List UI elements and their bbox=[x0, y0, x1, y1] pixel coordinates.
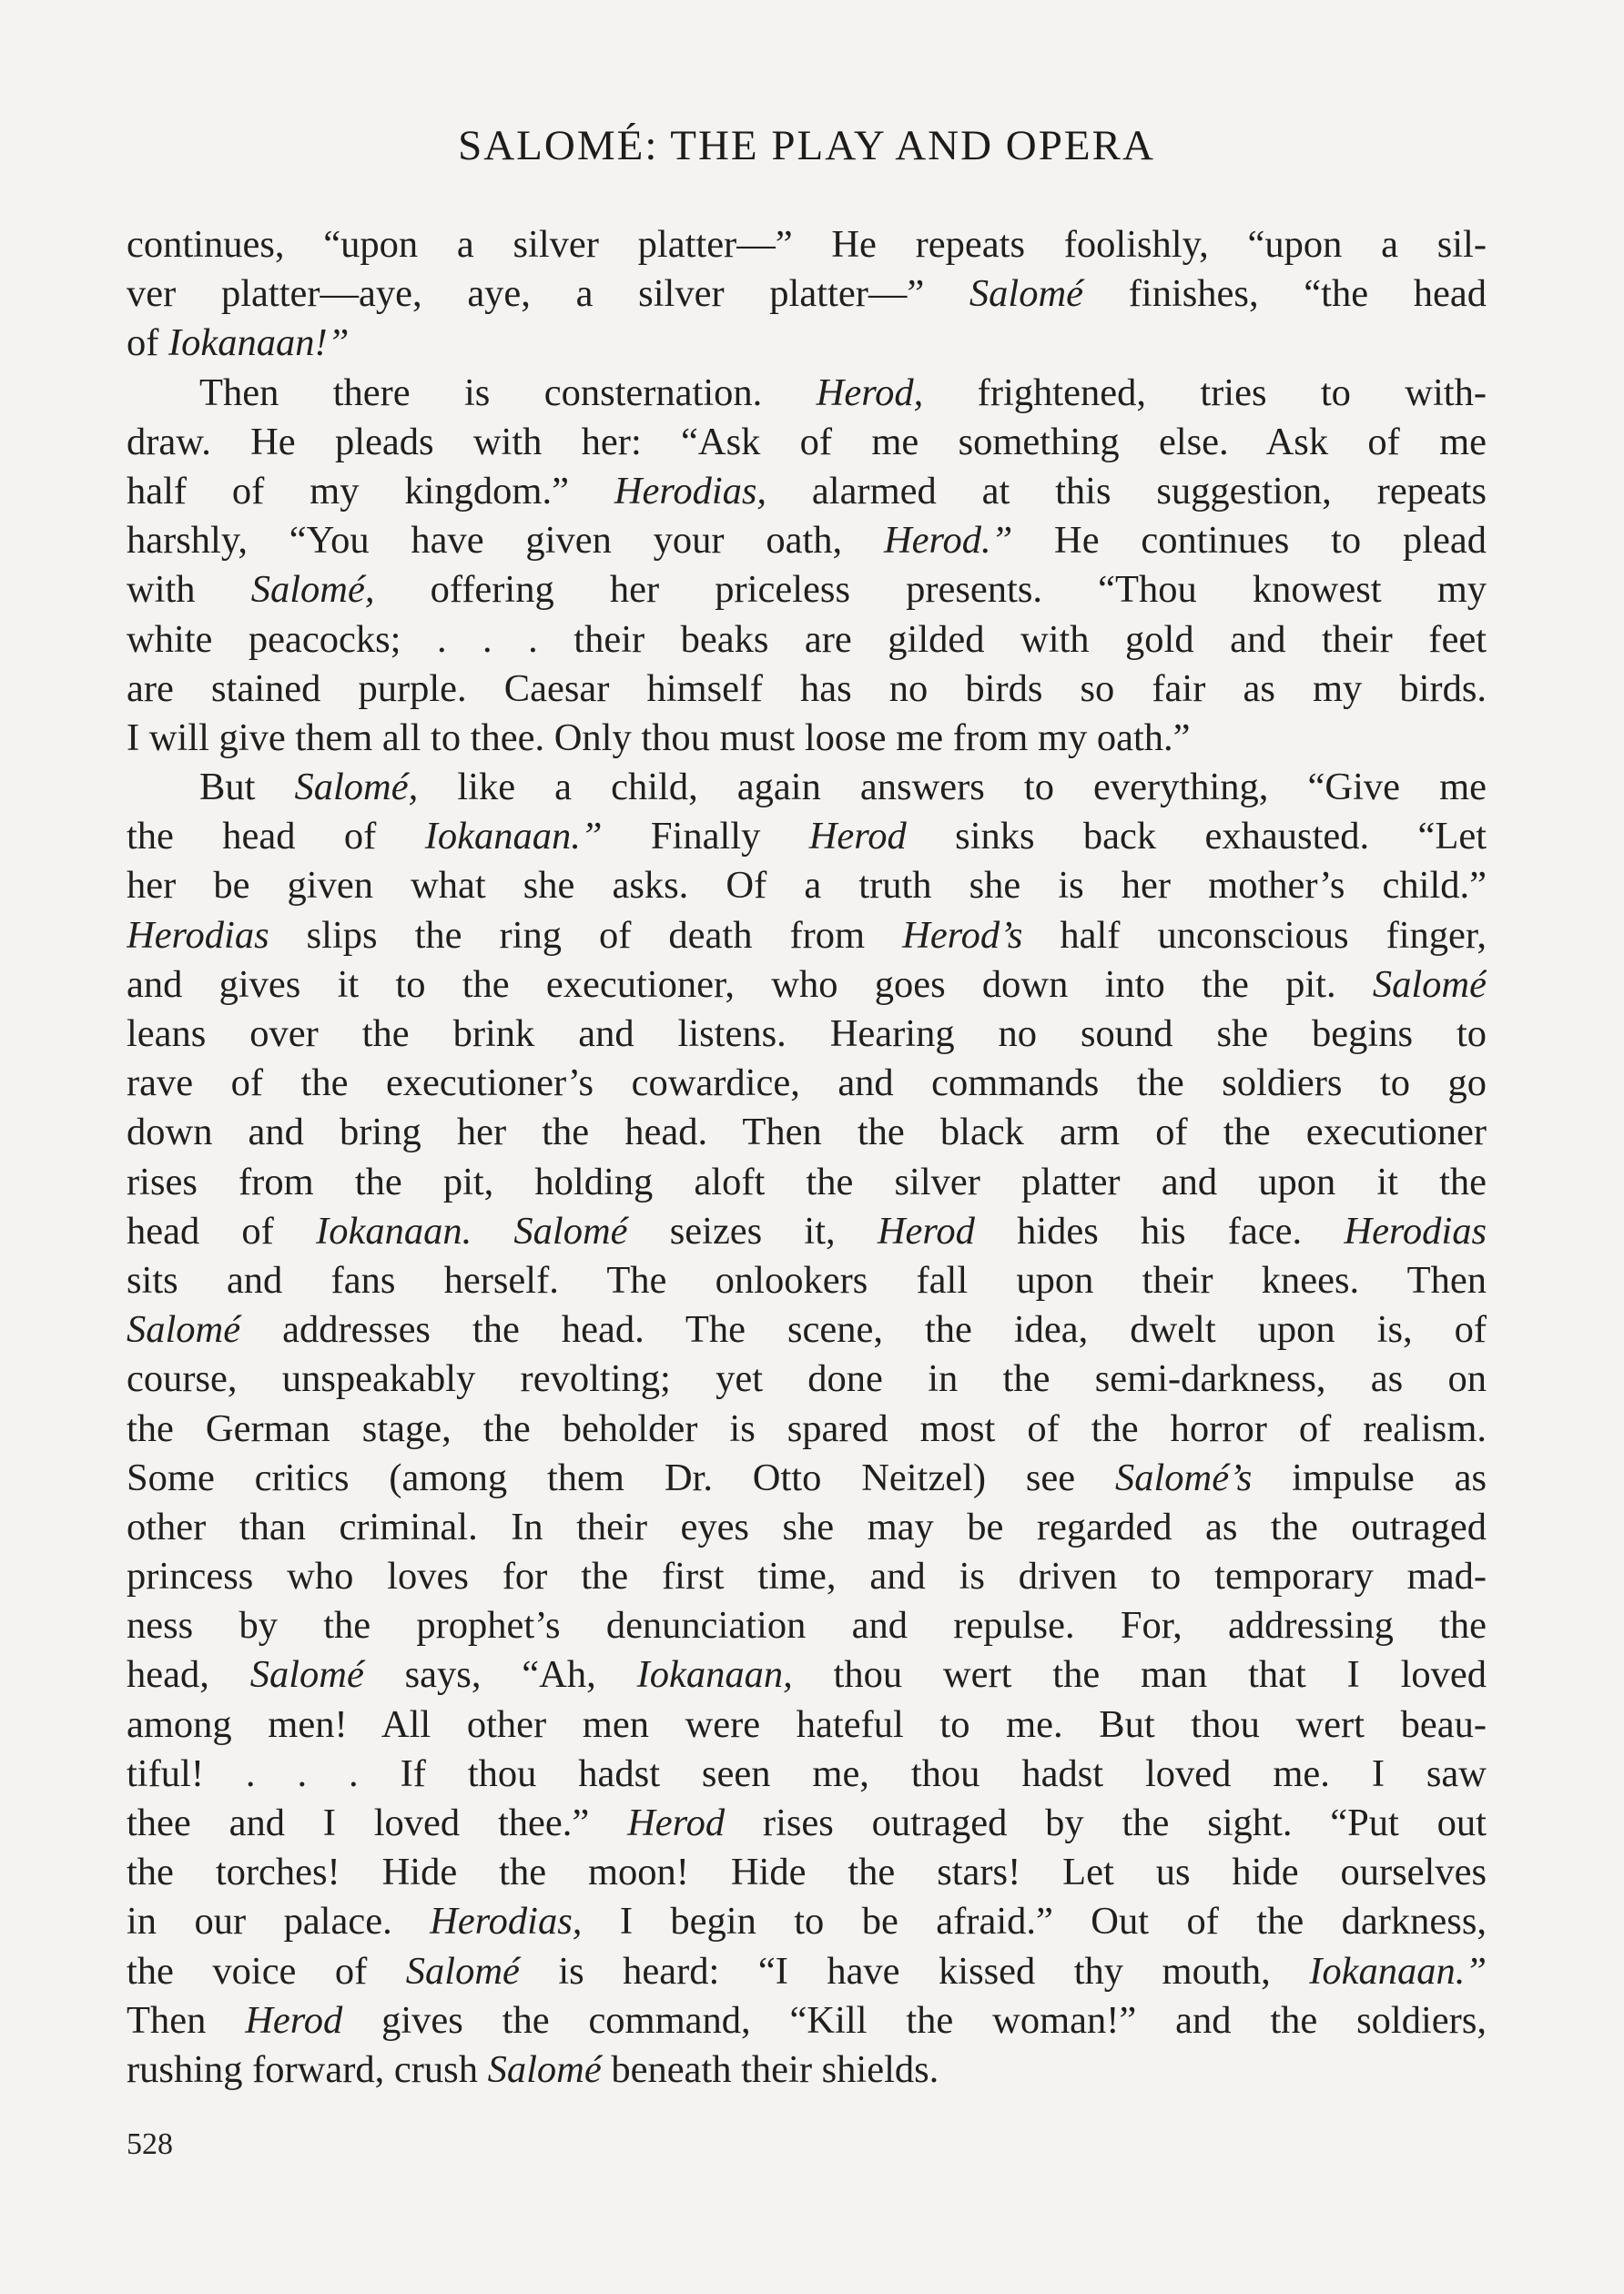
text-line bbox=[127, 1305, 1487, 1355]
italic-name: Salomé bbox=[127, 1308, 241, 1352]
text-run: says, “Ah, bbox=[363, 1653, 637, 1697]
italic-name: Iokanaan. bbox=[316, 1209, 472, 1253]
text-line bbox=[127, 861, 1487, 910]
text-line bbox=[127, 418, 1487, 467]
text-run: down and bring her the head. Then the black arm of the executioner bbox=[127, 1111, 1487, 1154]
text-run: impulse as bbox=[1252, 1456, 1487, 1499]
italic-name: Iokanaan.” bbox=[424, 815, 603, 858]
italic-name: Herod.” bbox=[883, 519, 1013, 563]
text-run: Then there is consternation. bbox=[199, 370, 817, 414]
text-line bbox=[127, 615, 1487, 665]
text-line bbox=[127, 1996, 1487, 2045]
text-run: beneath their shields. bbox=[601, 2047, 939, 2091]
text-line bbox=[127, 1256, 1487, 1305]
text-line bbox=[127, 1897, 1487, 1946]
text-run: the voice of bbox=[127, 1949, 406, 1993]
text-run: finishes, “the head bbox=[1083, 272, 1487, 316]
paragraph bbox=[127, 369, 1487, 764]
text-line bbox=[127, 1207, 1487, 1256]
text-line bbox=[127, 1601, 1487, 1650]
text-line bbox=[127, 269, 1487, 319]
text-line bbox=[127, 1552, 1487, 1601]
text-run: draw. He pleads with her: “Ask of me something else. Ask of me bbox=[127, 420, 1487, 463]
text-line bbox=[127, 2045, 1487, 2095]
text-run: like a child, again answers to everything, “Give me bbox=[418, 766, 1487, 809]
text-run: is heard: “I have kissed thy mouth, bbox=[519, 1949, 1310, 1993]
text-run: are stained purple. Caesar himself has no birds so fair as my birds. bbox=[127, 666, 1487, 710]
text-run: rushing forward, crush bbox=[127, 2047, 488, 2091]
italic-name: Iokanaan, bbox=[636, 1653, 793, 1697]
text-run: tiful! . . . If thou hadst seen me, thou hadst loved me. I saw bbox=[127, 1751, 1487, 1795]
text-line bbox=[127, 1947, 1487, 1996]
text-run: the German stage, the beholder is spared most of the horror of realism. bbox=[127, 1406, 1487, 1450]
text-line bbox=[127, 565, 1487, 614]
italic-name: Salomé bbox=[1372, 962, 1487, 1006]
italic-name: Salomé bbox=[487, 2047, 602, 2091]
text-run: I begin to be afraid.” Out of the darkness, bbox=[582, 1900, 1487, 1944]
text-line bbox=[127, 1700, 1487, 1750]
italic-name: Salomé, bbox=[250, 568, 375, 612]
text-run: continues, “upon a silver platter—” He repeats foolishly, “upon a sil- bbox=[127, 223, 1487, 266]
italic-name: Salomé bbox=[969, 272, 1084, 316]
text-run: Some critics (among them Dr. Otto Neitzel) see bbox=[127, 1456, 1115, 1499]
text-run: rave of the executioner’s cowardice, and commands the soldiers to go bbox=[127, 1061, 1487, 1105]
text-line bbox=[127, 369, 1487, 418]
italic-name: Herodias bbox=[127, 913, 269, 957]
text-run: other than criminal. In their eyes she may be regarded as the outraged bbox=[127, 1505, 1487, 1548]
text-run: head, bbox=[127, 1653, 250, 1697]
paragraph bbox=[127, 220, 1487, 369]
text-line bbox=[127, 911, 1487, 960]
text-run: thee and I loved thee.” bbox=[127, 1802, 628, 1844]
italic-name: Salomé bbox=[249, 1653, 364, 1697]
italic-name: Herodias, bbox=[614, 469, 767, 513]
text-run bbox=[472, 1210, 513, 1253]
paragraph bbox=[127, 763, 1487, 2095]
text-line bbox=[127, 1158, 1487, 1207]
text-run: among men! All other men were hateful to me. But thou wert beau- bbox=[127, 1702, 1487, 1746]
text-run: gives the command, “Kill the woman!” and the soldiers, bbox=[342, 1998, 1487, 2042]
italic-name: Iokanaan!” bbox=[168, 321, 350, 365]
text-run: princess who loves for the first time, and is driven to temporary mad- bbox=[127, 1555, 1487, 1599]
text-run: half unconscious finger, bbox=[1022, 913, 1487, 957]
text-run: the head of bbox=[127, 815, 425, 858]
text-line bbox=[127, 1010, 1487, 1059]
text-run: her be given what she asks. Of a truth she is her mother’s child.” bbox=[127, 864, 1487, 908]
italic-name: Salomé bbox=[513, 1209, 628, 1253]
italic-name: Herodias bbox=[1344, 1209, 1487, 1253]
text-run: alarmed at this suggestion, repeats bbox=[766, 469, 1487, 513]
text-run: head of bbox=[127, 1209, 317, 1253]
text-run: I will give them all to thee. Only thou must loose me from my oath.” bbox=[127, 716, 1191, 759]
text-run: thou wert the man that I loved bbox=[792, 1653, 1487, 1697]
text-run: leans over the brink and listens. Hearing no sound she begins to bbox=[127, 1012, 1487, 1055]
text-run: ver platter—aye, aye, a silver platter—” bbox=[127, 272, 969, 316]
text-line bbox=[127, 1405, 1487, 1454]
text-run: Finally bbox=[602, 815, 809, 858]
text-run: rises from the pit, holding aloft the silver platter and upon it the bbox=[127, 1160, 1487, 1203]
text-line bbox=[127, 467, 1487, 516]
text-line bbox=[127, 1650, 1487, 1700]
body-text bbox=[127, 220, 1487, 2095]
text-run: the torches! Hide the moon! Hide the stars! Let us hide ourselves bbox=[127, 1851, 1487, 1894]
text-line bbox=[127, 1355, 1487, 1404]
text-line bbox=[127, 1750, 1487, 1799]
text-run: of bbox=[127, 321, 169, 365]
text-run: sinks back exhausted. “Let bbox=[906, 815, 1487, 858]
text-run: and gives it to the executioner, who goes down into the pit. bbox=[127, 962, 1373, 1006]
text-line bbox=[127, 665, 1487, 714]
text-run: slips the ring of death from bbox=[269, 913, 903, 957]
text-run: ness by the prophet’s denunciation and repulse. For, addressing the bbox=[127, 1604, 1487, 1648]
italic-name: Herod bbox=[245, 1998, 343, 2042]
text-run: hides his face. bbox=[974, 1209, 1345, 1253]
text-line bbox=[127, 960, 1487, 1010]
italic-name: Herodias, bbox=[430, 1900, 583, 1944]
text-run: seizes it, bbox=[627, 1209, 878, 1253]
text-run: But bbox=[199, 766, 295, 809]
text-run: course, unspeakably revolting; yet done in the semi-darkness, as on bbox=[127, 1357, 1487, 1401]
text-run: with bbox=[127, 568, 251, 612]
italic-name: Salomé, bbox=[294, 766, 419, 809]
text-line bbox=[127, 220, 1487, 269]
text-line bbox=[127, 319, 1487, 368]
running-header: SALOMÉ: THE PLAY AND OPERA bbox=[458, 122, 1155, 169]
text-run: rises outraged by the sight. “Put out bbox=[725, 1802, 1487, 1844]
italic-name: Herod, bbox=[816, 370, 924, 414]
italic-name: Herod’s bbox=[902, 913, 1023, 957]
text-run: white peacocks; . . . their beaks are gilded with gold and their feet bbox=[127, 617, 1487, 661]
text-run: He continues to plead bbox=[1012, 519, 1487, 563]
italic-name: Salomé bbox=[405, 1949, 520, 1993]
text-line bbox=[127, 1108, 1487, 1157]
page-number: 528 bbox=[127, 2127, 173, 2161]
text-line bbox=[127, 714, 1487, 763]
text-line bbox=[127, 812, 1487, 861]
italic-name: Salomé’s bbox=[1115, 1456, 1253, 1499]
text-line bbox=[127, 1503, 1487, 1552]
text-line bbox=[127, 1454, 1487, 1503]
text-run: offering her priceless presents. “Thou knowest my bbox=[374, 568, 1487, 612]
text-run: sits and fans herself. The onlookers fall upon their knees. Then bbox=[127, 1258, 1487, 1302]
text-line bbox=[127, 1799, 1487, 1848]
text-line bbox=[127, 763, 1487, 812]
italic-name: Herod bbox=[808, 815, 907, 858]
italic-name: Iokanaan.” bbox=[1309, 1949, 1487, 1993]
text-line bbox=[127, 1059, 1487, 1108]
text-run: addresses the head. The scene, the idea, dwelt upon is, of bbox=[240, 1308, 1487, 1352]
italic-name: Herod bbox=[877, 1209, 975, 1253]
text-run: harshly, “You have given your oath, bbox=[127, 519, 884, 563]
text-line bbox=[127, 516, 1487, 565]
text-run: in our palace. bbox=[127, 1900, 431, 1944]
text-run: frightened, tries to with- bbox=[923, 370, 1487, 414]
italic-name: Herod bbox=[627, 1802, 726, 1844]
text-line bbox=[127, 1848, 1487, 1897]
text-run: half of my kingdom.” bbox=[127, 469, 614, 513]
text-run: Then bbox=[127, 1998, 246, 2042]
